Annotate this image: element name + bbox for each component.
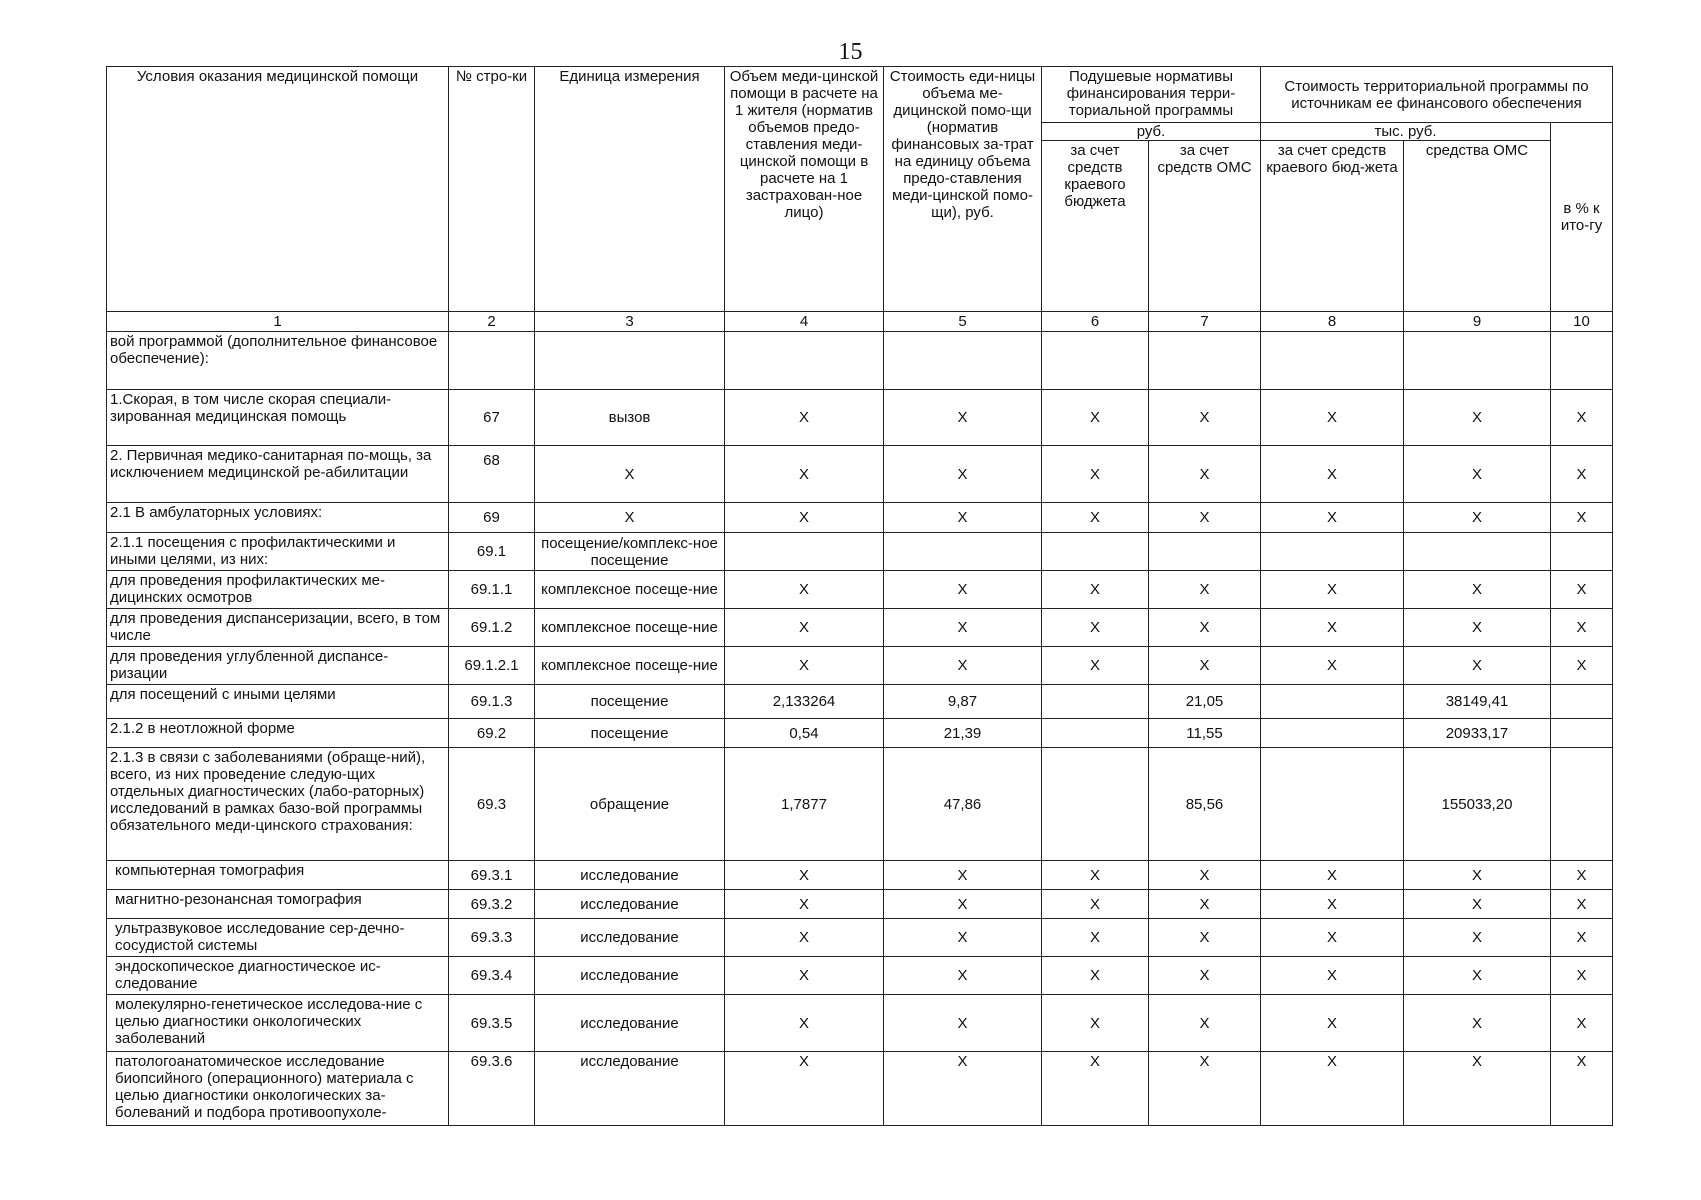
header-per-capita-group: Подушевые нормативы финансирования терри-ториальной программы bbox=[1042, 67, 1261, 123]
row-percent: X bbox=[1551, 995, 1613, 1052]
row-condition: эндоскопическое диагностическое ис-следование bbox=[107, 957, 449, 995]
row-line-number: 69.3.3 bbox=[449, 919, 535, 957]
column-number-row bbox=[107, 312, 1613, 332]
table-row bbox=[107, 533, 1613, 571]
row-unit-cost: X bbox=[884, 609, 1042, 647]
row-oms-thousand: X bbox=[1404, 995, 1551, 1052]
row-regional-rub bbox=[1042, 533, 1149, 571]
row-regional-thousand: X bbox=[1261, 995, 1404, 1052]
column-number: 6 bbox=[1042, 312, 1149, 332]
column-number: 8 bbox=[1261, 312, 1404, 332]
row-unit-cost: 9,87 bbox=[884, 685, 1042, 719]
row-volume: 2,133264 bbox=[725, 685, 884, 719]
row-oms-thousand bbox=[1404, 332, 1551, 390]
row-oms-rub: X bbox=[1149, 957, 1261, 995]
row-line-number: 69.1.1 bbox=[449, 571, 535, 609]
row-regional-thousand: X bbox=[1261, 919, 1404, 957]
row-oms-thousand: 38149,41 bbox=[1404, 685, 1551, 719]
row-regional-thousand: X bbox=[1261, 609, 1404, 647]
row-regional-rub: X bbox=[1042, 446, 1149, 503]
row-oms-thousand: X bbox=[1404, 503, 1551, 533]
row-oms-rub: X bbox=[1149, 1052, 1261, 1126]
row-unit-cost: X bbox=[884, 1052, 1042, 1126]
row-unit-cost bbox=[884, 533, 1042, 571]
row-line-number: 68 bbox=[449, 446, 535, 503]
row-oms-rub: X bbox=[1149, 919, 1261, 957]
row-regional-rub bbox=[1042, 332, 1149, 390]
column-number: 3 bbox=[535, 312, 725, 332]
row-regional-thousand: X bbox=[1261, 890, 1404, 919]
row-unit-cost: X bbox=[884, 503, 1042, 533]
row-percent: X bbox=[1551, 1052, 1613, 1126]
row-unit: исследование bbox=[535, 995, 725, 1052]
row-oms-rub: X bbox=[1149, 503, 1261, 533]
row-regional-rub: X bbox=[1042, 861, 1149, 890]
row-percent: X bbox=[1551, 446, 1613, 503]
row-line-number: 69 bbox=[449, 503, 535, 533]
table-row bbox=[107, 503, 1613, 533]
row-percent bbox=[1551, 533, 1613, 571]
row-oms-thousand bbox=[1404, 533, 1551, 571]
row-percent bbox=[1551, 748, 1613, 861]
row-percent bbox=[1551, 719, 1613, 748]
row-percent: X bbox=[1551, 647, 1613, 685]
row-regional-rub: X bbox=[1042, 609, 1149, 647]
row-percent: X bbox=[1551, 861, 1613, 890]
header-percent: в % к ито-гу bbox=[1551, 123, 1613, 312]
header-conditions: Условия оказания медицинской помощи bbox=[107, 67, 449, 312]
row-regional-thousand: X bbox=[1261, 571, 1404, 609]
row-oms-rub: 21,05 bbox=[1149, 685, 1261, 719]
row-line-number: 69.1.3 bbox=[449, 685, 535, 719]
row-regional-rub: X bbox=[1042, 503, 1149, 533]
table-row bbox=[107, 957, 1613, 995]
row-unit: вызов bbox=[535, 390, 725, 446]
row-condition: для проведения углубленной диспансе-ризации bbox=[107, 647, 449, 685]
row-regional-rub: X bbox=[1042, 995, 1149, 1052]
row-regional-thousand: X bbox=[1261, 446, 1404, 503]
row-regional-thousand: X bbox=[1261, 647, 1404, 685]
row-oms-rub: X bbox=[1149, 446, 1261, 503]
row-condition: для посещений с иными целями bbox=[107, 685, 449, 719]
row-volume: X bbox=[725, 1052, 884, 1126]
row-condition: 1.Скорая, в том числе скорая специали-зированная медицинская помощь bbox=[107, 390, 449, 446]
row-condition: 2.1.1 посещения с профилактическими и иными целями, из них: bbox=[107, 533, 449, 571]
row-volume: X bbox=[725, 390, 884, 446]
row-regional-thousand: X bbox=[1261, 390, 1404, 446]
row-volume bbox=[725, 533, 884, 571]
row-oms-thousand: 155033,20 bbox=[1404, 748, 1551, 861]
row-unit: посещение bbox=[535, 719, 725, 748]
row-volume: X bbox=[725, 919, 884, 957]
row-oms-rub: 85,56 bbox=[1149, 748, 1261, 861]
column-number: 5 bbox=[884, 312, 1042, 332]
header-line-number: № стро-ки bbox=[449, 67, 535, 312]
table-row bbox=[107, 890, 1613, 919]
row-oms-thousand: X bbox=[1404, 957, 1551, 995]
row-regional-rub bbox=[1042, 719, 1149, 748]
row-line-number: 69.1.2.1 bbox=[449, 647, 535, 685]
row-oms-rub: X bbox=[1149, 390, 1261, 446]
table-row bbox=[107, 390, 1613, 446]
row-percent: X bbox=[1551, 890, 1613, 919]
row-condition: для проведения профилактических ме-дицинских осмотров bbox=[107, 571, 449, 609]
row-unit-cost: X bbox=[884, 919, 1042, 957]
row-volume: 0,54 bbox=[725, 719, 884, 748]
row-condition: магнитно-резонансная томография bbox=[107, 890, 449, 919]
header-unit-rub: руб. bbox=[1042, 123, 1261, 141]
row-regional-rub: X bbox=[1042, 890, 1149, 919]
row-unit-cost: X bbox=[884, 647, 1042, 685]
row-regional-thousand: X bbox=[1261, 1052, 1404, 1126]
row-percent: X bbox=[1551, 609, 1613, 647]
row-condition: компьютерная томография bbox=[107, 861, 449, 890]
row-regional-thousand: X bbox=[1261, 503, 1404, 533]
row-oms-rub: X bbox=[1149, 571, 1261, 609]
row-regional-rub bbox=[1042, 685, 1149, 719]
row-line-number: 69.3.5 bbox=[449, 995, 535, 1052]
row-regional-thousand: X bbox=[1261, 957, 1404, 995]
row-regional-rub bbox=[1042, 748, 1149, 861]
row-line-number: 69.1 bbox=[449, 533, 535, 571]
row-line-number: 69.1.2 bbox=[449, 609, 535, 647]
row-unit: посещение bbox=[535, 685, 725, 719]
row-volume: X bbox=[725, 446, 884, 503]
row-line-number: 69.3.1 bbox=[449, 861, 535, 890]
header-oms-thousand: средства ОМС bbox=[1404, 141, 1551, 312]
row-unit-cost: 21,39 bbox=[884, 719, 1042, 748]
row-line-number bbox=[449, 332, 535, 390]
row-condition: 2.1 В амбулаторных условиях: bbox=[107, 503, 449, 533]
financing-table bbox=[106, 66, 1613, 1126]
row-unit: исследование bbox=[535, 957, 725, 995]
row-oms-thousand: X bbox=[1404, 861, 1551, 890]
row-unit: исследование bbox=[535, 890, 725, 919]
row-condition: 2.1.3 в связи с заболеваниями (обраще-ний), всего, из них проведение следую-щих отдельных диагностических (лабо-раторных) исследований в рамках базо-вой программы обязательного меди-цинского страхования: bbox=[107, 748, 449, 861]
table-row bbox=[107, 685, 1613, 719]
header-oms-rub: за счет средств ОМС bbox=[1149, 141, 1261, 312]
row-unit: исследование bbox=[535, 861, 725, 890]
row-regional-rub: X bbox=[1042, 957, 1149, 995]
row-percent: X bbox=[1551, 919, 1613, 957]
row-volume: 1,7877 bbox=[725, 748, 884, 861]
row-unit: комплексное посеще-ние bbox=[535, 609, 725, 647]
row-oms-rub: X bbox=[1149, 609, 1261, 647]
row-unit: X bbox=[535, 446, 725, 503]
row-oms-rub: X bbox=[1149, 890, 1261, 919]
row-condition: молекулярно-генетическое исследова-ние с целью диагностики онкологических заболеваний bbox=[107, 995, 449, 1052]
row-condition: 2. Первичная медико-санитарная по-мощь, за исключением медицинской ре-абилитации bbox=[107, 446, 449, 503]
row-volume: X bbox=[725, 957, 884, 995]
row-regional-rub: X bbox=[1042, 1052, 1149, 1126]
row-percent bbox=[1551, 685, 1613, 719]
header-unit-thousand-rub: тыс. руб. bbox=[1261, 123, 1551, 141]
row-unit-cost: X bbox=[884, 571, 1042, 609]
row-oms-thousand: X bbox=[1404, 919, 1551, 957]
row-regional-rub: X bbox=[1042, 390, 1149, 446]
row-regional-thousand bbox=[1261, 332, 1404, 390]
header-unit: Единица измерения bbox=[535, 67, 725, 312]
table-row bbox=[107, 647, 1613, 685]
page-number: 15 bbox=[838, 39, 863, 65]
header-unit-cost: Стоимость еди-ницы объема ме-дицинской помо-щи (норматив финансовых за-трат на единицу объема предо-ставления меди-цинской помо-щи), руб. bbox=[884, 67, 1042, 312]
table-row bbox=[107, 571, 1613, 609]
row-oms-thousand: 20933,17 bbox=[1404, 719, 1551, 748]
row-unit-cost bbox=[884, 332, 1042, 390]
row-unit-cost: X bbox=[884, 861, 1042, 890]
column-number: 2 bbox=[449, 312, 535, 332]
row-volume: X bbox=[725, 647, 884, 685]
row-condition: патологоанатомическое исследование биопсийного (операционного) материала с целью диагностики онкологических за-болеваний и подбора противоопухоле- bbox=[107, 1052, 449, 1126]
row-oms-rub: X bbox=[1149, 647, 1261, 685]
row-line-number: 69.3.6 bbox=[449, 1052, 535, 1126]
row-line-number: 69.2 bbox=[449, 719, 535, 748]
row-condition: ультразвуковое исследование сер-дечно-сосудистой системы bbox=[107, 919, 449, 957]
row-regional-thousand bbox=[1261, 719, 1404, 748]
row-regional-thousand: X bbox=[1261, 861, 1404, 890]
row-percent bbox=[1551, 332, 1613, 390]
row-unit: комплексное посеще-ние bbox=[535, 647, 725, 685]
row-regional-rub: X bbox=[1042, 919, 1149, 957]
table-row bbox=[107, 446, 1613, 503]
row-volume: X bbox=[725, 890, 884, 919]
row-volume bbox=[725, 332, 884, 390]
row-volume: X bbox=[725, 571, 884, 609]
header-program-cost-group: Стоимость территориальной программы по источникам ее финансового обеспечения bbox=[1261, 67, 1613, 123]
column-number: 7 bbox=[1149, 312, 1261, 332]
row-volume: X bbox=[725, 609, 884, 647]
table-row bbox=[107, 919, 1613, 957]
table-row bbox=[107, 609, 1613, 647]
row-oms-rub: 11,55 bbox=[1149, 719, 1261, 748]
row-condition: для проведения диспансеризации, всего, в том числе bbox=[107, 609, 449, 647]
row-oms-rub bbox=[1149, 332, 1261, 390]
row-unit: посещение/комплекс-ное посещение bbox=[535, 533, 725, 571]
row-percent: X bbox=[1551, 571, 1613, 609]
row-oms-rub: X bbox=[1149, 861, 1261, 890]
header-volume: Объем меди-цинской помощи в расчете на 1 жителя (норматив объемов предо-ставления меди-цинской помощи в расчете на 1 застрахован-ное лицо) bbox=[725, 67, 884, 312]
row-unit: X bbox=[535, 503, 725, 533]
row-oms-thousand: X bbox=[1404, 390, 1551, 446]
table-row bbox=[107, 995, 1613, 1052]
row-line-number: 69.3.4 bbox=[449, 957, 535, 995]
row-oms-rub bbox=[1149, 533, 1261, 571]
row-unit: исследование bbox=[535, 919, 725, 957]
column-number: 10 bbox=[1551, 312, 1613, 332]
row-line-number: 69.3.2 bbox=[449, 890, 535, 919]
column-number: 9 bbox=[1404, 312, 1551, 332]
row-line-number: 67 bbox=[449, 390, 535, 446]
table-row bbox=[107, 861, 1613, 890]
row-regional-thousand bbox=[1261, 748, 1404, 861]
row-unit-cost: X bbox=[884, 995, 1042, 1052]
row-percent: X bbox=[1551, 390, 1613, 446]
header-regional-budget-thousand: за счет средств краевого бюд-жета bbox=[1261, 141, 1404, 312]
table-row bbox=[107, 748, 1613, 861]
row-line-number: 69.3 bbox=[449, 748, 535, 861]
row-unit: обращение bbox=[535, 748, 725, 861]
row-condition: 2.1.2 в неотложной форме bbox=[107, 719, 449, 748]
row-volume: X bbox=[725, 861, 884, 890]
row-percent: X bbox=[1551, 503, 1613, 533]
row-regional-rub: X bbox=[1042, 647, 1149, 685]
row-oms-thousand: X bbox=[1404, 571, 1551, 609]
row-unit-cost: X bbox=[884, 890, 1042, 919]
row-volume: X bbox=[725, 995, 884, 1052]
row-oms-thousand: X bbox=[1404, 647, 1551, 685]
row-unit-cost: X bbox=[884, 957, 1042, 995]
table-row bbox=[107, 1052, 1613, 1126]
row-unit bbox=[535, 332, 725, 390]
row-unit-cost: X bbox=[884, 446, 1042, 503]
row-condition: вой программой (дополнительное финансовое обеспечение): bbox=[107, 332, 449, 390]
table-row bbox=[107, 719, 1613, 748]
row-oms-thousand: X bbox=[1404, 1052, 1551, 1126]
header-regional-budget-rub: за счет средств краевого бюджета bbox=[1042, 141, 1149, 312]
row-regional-thousand bbox=[1261, 685, 1404, 719]
row-unit: исследование bbox=[535, 1052, 725, 1126]
row-unit-cost: X bbox=[884, 390, 1042, 446]
column-number: 4 bbox=[725, 312, 884, 332]
row-oms-thousand: X bbox=[1404, 446, 1551, 503]
row-oms-rub: X bbox=[1149, 995, 1261, 1052]
row-unit: комплексное посеще-ние bbox=[535, 571, 725, 609]
row-oms-thousand: X bbox=[1404, 890, 1551, 919]
column-number: 1 bbox=[107, 312, 449, 332]
row-regional-rub: X bbox=[1042, 571, 1149, 609]
row-regional-thousand bbox=[1261, 533, 1404, 571]
row-unit-cost: 47,86 bbox=[884, 748, 1042, 861]
table-row bbox=[107, 332, 1613, 390]
row-volume: X bbox=[725, 503, 884, 533]
row-percent: X bbox=[1551, 957, 1613, 995]
row-oms-thousand: X bbox=[1404, 609, 1551, 647]
